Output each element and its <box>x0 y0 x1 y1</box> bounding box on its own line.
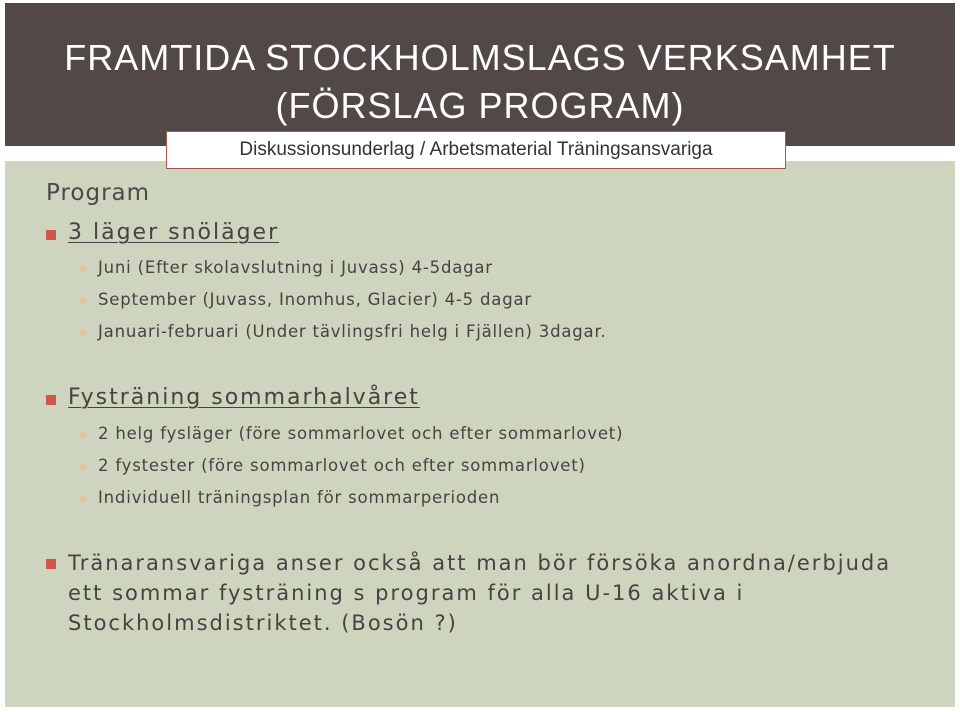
square-bullet-icon <box>80 330 86 336</box>
subtitle-box: Diskussionsunderlag / Arbetsmaterial Träningsansvariga <box>166 131 786 169</box>
square-bullet-icon <box>46 559 56 569</box>
square-bullet-icon <box>80 432 86 438</box>
list-item-text: 2 helg fysläger (före sommarlovet och efter sommarlovet) <box>98 424 624 443</box>
list-item-text: Januari-februari (Under tävlingsfri helg i Fjällen) 3dagar. <box>98 322 607 341</box>
title-line-2: (FÖRSLAG PROGRAM) <box>275 85 685 126</box>
closing-paragraph: Tränaransvariga anser också att man bör försöka anordna/erbjuda ett sommar fysträning s program för alla U-16 aktiva i Stockholmsdistriktet. (Bosön ?) <box>68 551 892 635</box>
program-label: Program <box>46 180 151 206</box>
section-heading-text: Fysträning sommarhalvåret <box>68 385 420 410</box>
square-bullet-icon <box>46 395 56 405</box>
square-bullet-icon <box>46 230 56 240</box>
square-bullet-icon <box>80 298 86 304</box>
square-bullet-icon <box>80 464 86 470</box>
list-item-text: Individuell träningsplan för sommarperioden <box>98 488 501 507</box>
square-bullet-icon <box>80 266 86 272</box>
section-heading-text: 3 läger snöläger <box>68 220 280 245</box>
slide-title <box>5 34 955 130</box>
title-line-1: FRAMTIDA STOCKHOLMSLAGS VERKSAMHET <box>64 37 896 78</box>
list-item-text: September (Juvass, Inomhus, Glacier) 4-5 dagar <box>98 290 532 309</box>
square-bullet-icon <box>80 496 86 502</box>
list-item-text: 2 fystester (före sommarlovet och efter sommarlovet) <box>98 456 586 475</box>
list-item-text: Juni (Efter skolavslutning i Juvass) 4-5dagar <box>98 258 493 277</box>
